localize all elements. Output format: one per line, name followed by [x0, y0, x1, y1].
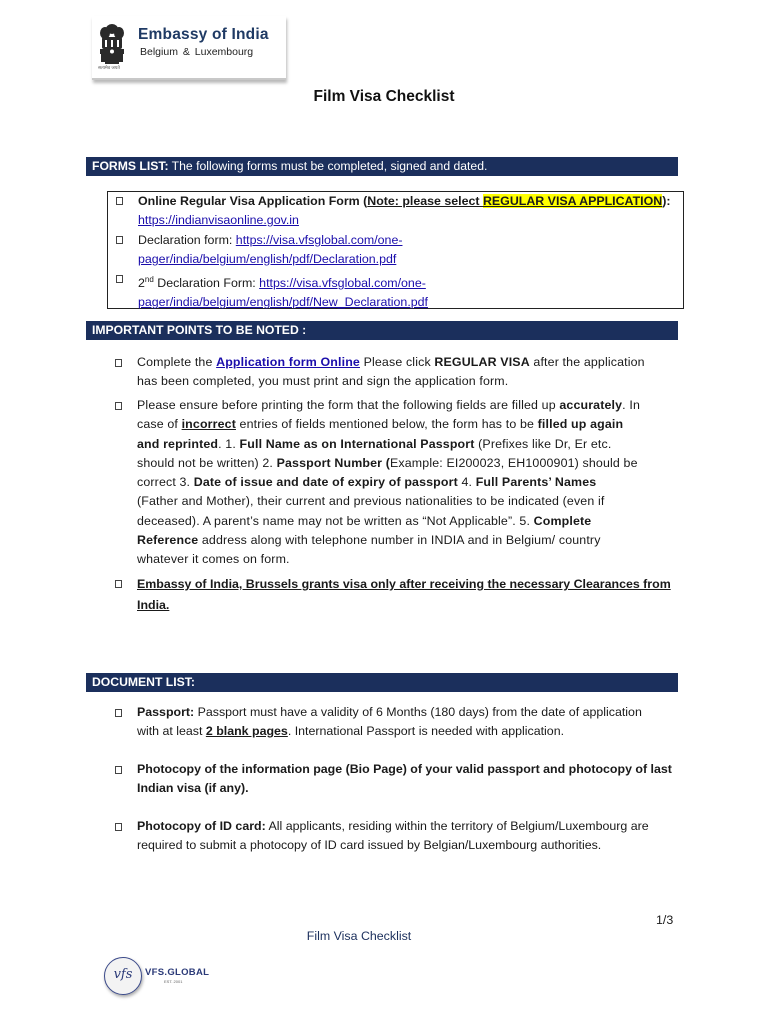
item-bold: Reference — [137, 533, 199, 548]
forms-list-box — [107, 191, 684, 309]
item-bold: Indian visa (if any). — [137, 781, 249, 795]
declaration-link-part1[interactable]: https://visa.vfsglobal.com/one- — [235, 233, 403, 247]
checkbox-icon — [115, 580, 122, 588]
checkbox-icon — [116, 236, 123, 244]
forms-list-label: FORMS LIST: — [92, 159, 169, 173]
footer-title: Film Visa Checklist — [306, 929, 412, 943]
item-text: All applicants, residing within the territory of Belgium/Luxembourg are — [265, 819, 649, 833]
item-text: . In — [622, 398, 640, 412]
item-bold: Full Name as on International Passport — [239, 436, 475, 451]
item-text: should not be written) 2. — [137, 455, 277, 470]
item-text: deceased). A parent’s name may not be written as “Not Applicable”. 5. — [137, 513, 534, 528]
checkbox-icon — [115, 823, 122, 831]
vfs-name: VFS.GLOBAL — [145, 967, 210, 978]
item-text: address along with telephone number in INDIA and in Belgium/ country — [198, 533, 601, 548]
document-list-label: DOCUMENT LIST: — [92, 675, 195, 689]
ordinal-suffix: nd — [144, 275, 154, 284]
item-text: Please click — [359, 355, 435, 369]
item-text: case of — [137, 417, 182, 432]
important-points-bar — [86, 321, 678, 340]
item-text: Passport must have a validity of 6 Months (180 days) from the date of application — [194, 705, 642, 719]
new-declaration-link-part2[interactable]: pager/india/belgium/english/pdf/New_Declaration.pdf — [138, 295, 428, 310]
item-bold: accurately — [559, 398, 623, 412]
regular-visa-bold: REGULAR VISA — [434, 355, 530, 369]
ordinal-number: 2 — [138, 276, 145, 291]
form-item-title: Online Regular Visa Application Form ( — [138, 194, 368, 208]
item-bold: Complete — [533, 513, 592, 528]
item-bold: Embassy of India, Brussels grants visa only after receiving the necessary Clearances from — [137, 577, 671, 591]
document-list-bar — [86, 673, 678, 692]
forms-list-bar — [86, 157, 678, 176]
item-text: Please ensure before printing the form that the following fields are filled up — [137, 398, 560, 412]
form-item-suffix: ): — [662, 194, 671, 208]
item-text: required to submit a photocopy of ID card issued by Belgian/Luxembourg authorities. — [137, 838, 602, 852]
item-bold: Date of issue and date of expiry of passport — [193, 475, 458, 490]
form-item-note: Note: please select — [367, 194, 483, 208]
checkbox-icon — [116, 197, 123, 205]
item-bold: India. — [137, 598, 170, 612]
item-bold: Full Parents’ Names — [475, 475, 597, 490]
item-text: (Father and Mother), their current and previous nationalities to be indicated (even if — [137, 494, 605, 509]
item-text: has been completed, you must print and sign the application form. — [137, 374, 509, 389]
item-text: correct 3. — [137, 475, 194, 490]
item-bold: incorrect — [181, 417, 236, 432]
important-points-label: IMPORTANT POINTS TO BE NOTED : — [92, 323, 307, 337]
checkbox-icon — [115, 402, 122, 410]
checkbox-icon — [115, 766, 122, 774]
application-form-online-link[interactable]: Application form Online — [216, 355, 360, 369]
vfs-global-logo — [104, 954, 208, 1000]
declaration-link-part2[interactable]: pager/india/belgium/english/pdf/Declaration.pdf — [138, 252, 397, 266]
item-text: with at least — [137, 724, 206, 738]
emblem-motto: सत्यमेव जयते — [98, 65, 120, 70]
item-text: Complete the — [137, 355, 217, 369]
indianvisaonline-link[interactable]: https://indianvisaonline.gov.in — [138, 213, 299, 227]
item-text: entries of fields mentioned below, the form has to be — [235, 417, 538, 432]
item-bold: Passport Number ( — [276, 455, 390, 470]
vfs-circle-icon — [104, 957, 142, 995]
item-text: Example: EI200023, EH1000901) should be — [390, 455, 638, 470]
embassy-name: Embassy of India — [138, 26, 269, 43]
regular-visa-highlight: REGULAR VISA APPLICATION — [482, 194, 663, 208]
item-bold: Passport: — [137, 705, 195, 719]
checkbox-icon — [116, 275, 123, 283]
item-bold: filled up again — [537, 417, 624, 432]
form-item-label: Declaration Form: — [153, 276, 260, 291]
embassy-location: Belgium & Luxembourg — [140, 46, 254, 58]
item-bold: Photocopy of ID card: — [137, 819, 266, 833]
item-text: after the application — [529, 355, 645, 369]
checkbox-icon — [115, 709, 122, 717]
embassy-logo-header — [92, 16, 286, 80]
item-bold: 2 blank pages — [205, 724, 288, 738]
page-title: Film Visa Checklist — [313, 88, 455, 105]
vfs-est: EST. 2001 — [164, 979, 183, 984]
item-text: (Prefixes like Dr, Er etc. — [474, 436, 612, 451]
item-text: whatever it comes on form. — [137, 552, 290, 567]
page-number: 1/3 — [656, 913, 674, 927]
vfs-initials: vfs — [113, 967, 133, 982]
item-text: 4. — [457, 475, 476, 490]
new-declaration-link-part1[interactable]: https://visa.vfsglobal.com/one- — [259, 276, 426, 291]
form-item-label: Declaration form: — [138, 233, 236, 247]
item-text: . 1. — [218, 436, 240, 451]
item-text: . International Passport is needed with application. — [287, 724, 565, 738]
item-bold: Photocopy of the information page (Bio Page) of your valid passport and photocopy of last — [137, 762, 672, 776]
item-bold: and reprinted — [137, 436, 219, 451]
forms-list-description: The following forms must be completed, signed and dated. — [168, 159, 488, 173]
checkbox-icon — [115, 359, 122, 367]
